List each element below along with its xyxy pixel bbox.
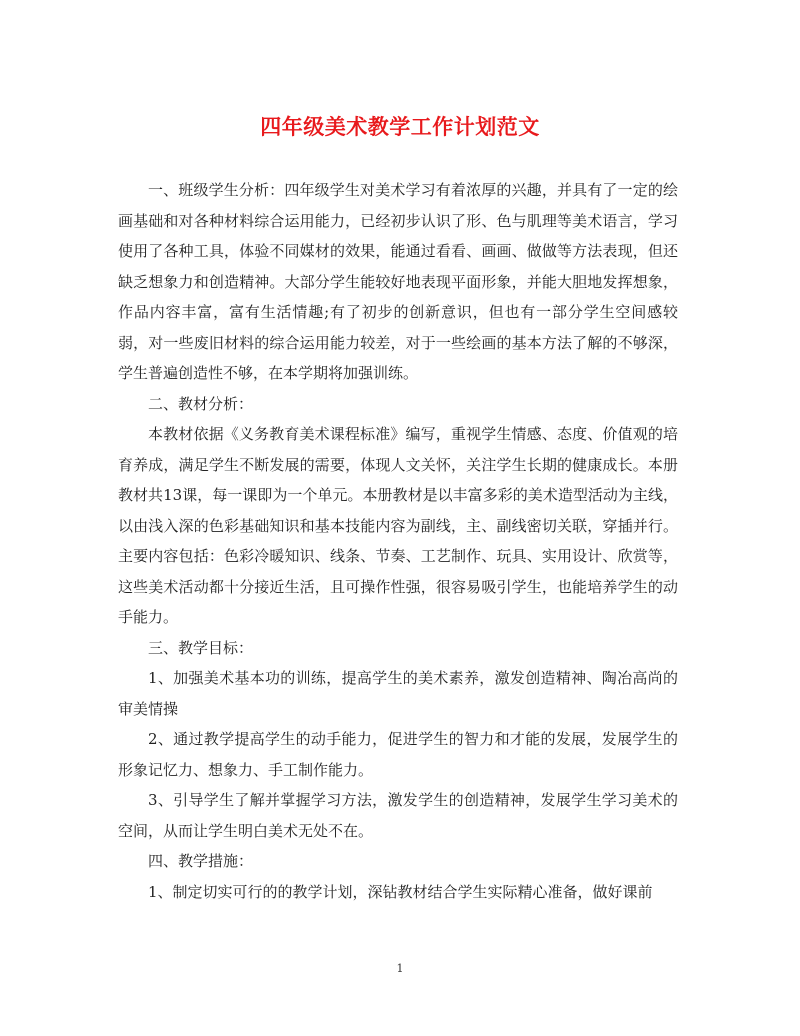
document-title: 四年级美术教学工作计划范文: [260, 114, 540, 139]
page-number: 1: [396, 962, 404, 975]
document-body: [118, 175, 678, 907]
paragraph-goal-1: 1、加强美术基本功的训练，提高学生的美术素养，激发创造精神、陶冶高尚的审美情操: [118, 669, 678, 718]
paragraph-class-analysis: 一、班级学生分析：四年级学生对美术学习有着浓厚的兴趣，并具有了一定的绘画基础和对各种材料综合运用能力，已经初步认识了形、色与肌理等美术语言，学习使用了各种工具，体验不同媒材的效果，能通过看看、画画、做做等方法表现，但还缺乏想象力和创造精神。大部分学生能较好地表现平面形象，并能大胆地发挥想象，作品内容丰富，富有生活情趣;有了初步的创新意识，但也有一部分学生空间感较弱，对一些废旧材料的综合运用能力较差，对于一些绘画的基本方法了解的不够深，学生普遍创造性不够，在本学期将加强训练。: [118, 181, 678, 382]
paragraph-goal-2: 2、通过教学提高学生的动手能力，促进学生的智力和才能的发展，发展学生的形象记忆力、想象力、手工制作能力。: [118, 730, 678, 779]
heading-textbook-analysis: 二、教材分析：: [148, 394, 254, 413]
paragraph-goal-3: 3、引导学生了解并掌握学习方法，激发学生的创造精神，发展学生学习美术的空间，从而让学生明白美术无处不在。: [118, 791, 678, 840]
heading-teaching-measures: 四、教学措施：: [148, 852, 254, 870]
paragraph-measure-1: 1、制定切实可行的的教学计划，深钻教材结合学生实际精心准备，做好课前: [148, 882, 653, 901]
paragraph-textbook-analysis: 本教材依据《义务教育美术课程标准》编写，重视学生情感、态度、价值观的培育养成，满足学生不断发展的需要，体现人文关怀，关注学生长期的健康成长。本册教材共13课，每一课即为一个单元。本册教材是以丰富多彩的美术造型活动为主线，以由浅入深的色彩基础知识和基本技能内容为副线，主、副线密切关联，穿插并行。主要内容包括：色彩冷暖知识、线条、节奏、工艺制作、玩具、实用设计、欣赏等，这些美术活动都十分接近生活，且可操作性强，很容易吸引学生，也能培养学生的动手能力。: [118, 425, 678, 626]
heading-teaching-goals: 三、教学目标：: [148, 638, 254, 657]
